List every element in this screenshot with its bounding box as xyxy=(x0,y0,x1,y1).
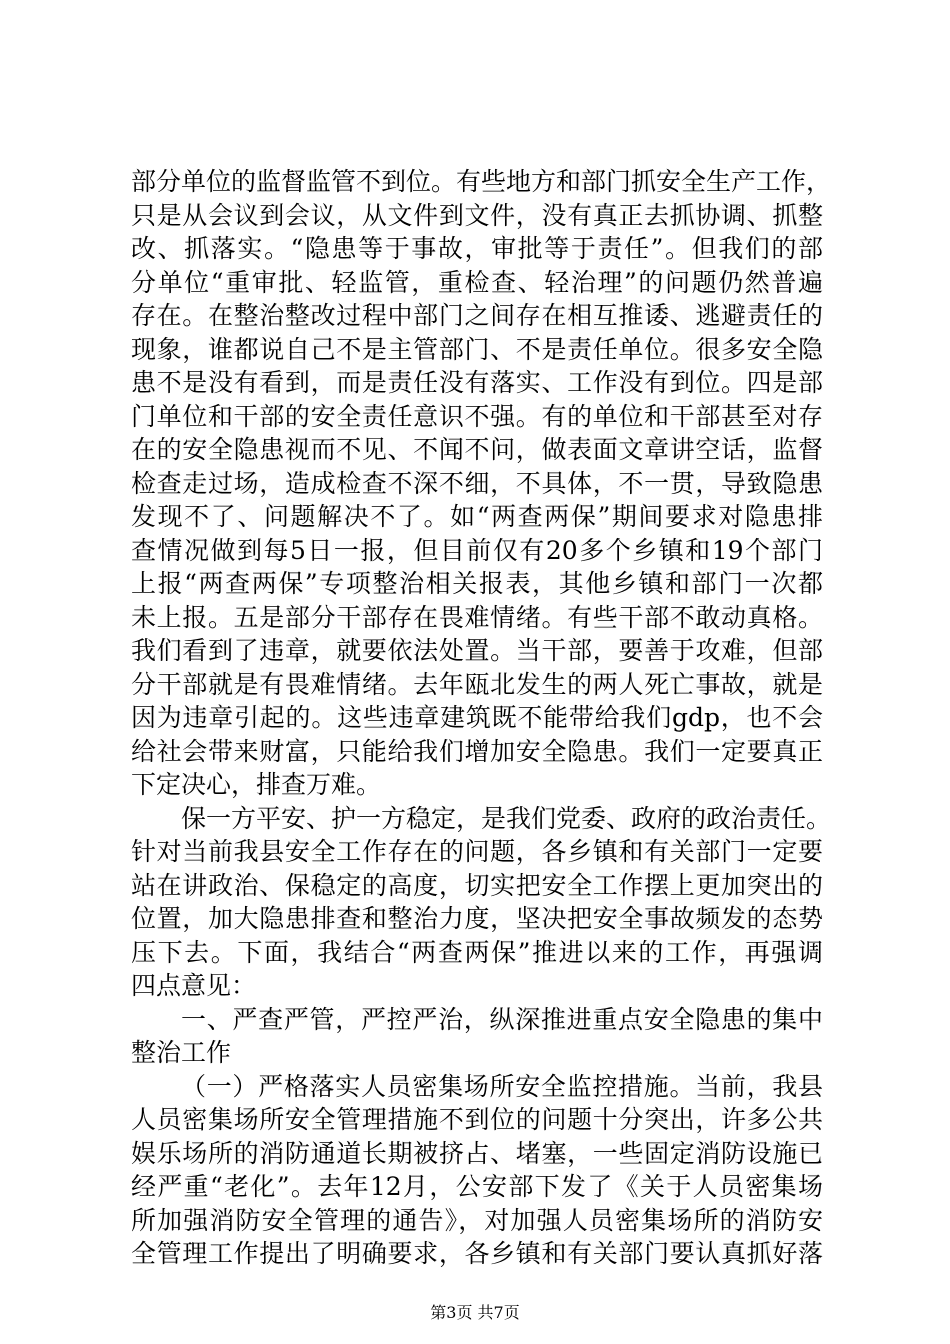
text-line: 因为违章引起的。这些违章建筑既不能带给我们gdp，也不会 xyxy=(131,703,823,732)
section-heading: 一、严查严管，严控严治，纵深推进重点安全隐患的集中 xyxy=(181,1004,823,1034)
text-line: 现象，谁都说自己不是主管部门、不是责任单位。很多安全隐 xyxy=(131,334,823,364)
body-text xyxy=(131,165,832,1271)
section-heading-continued: 整治工作 xyxy=(131,1038,232,1067)
text-line: 全管理工作提出了明确要求，各乡镇和有关部门要认真抓好落 xyxy=(131,1239,823,1268)
text-line: 存在。在整治整改过程中部门之间存在相互推诿、逃避责任的 xyxy=(131,301,823,330)
text-line: 我们看到了违章，就要依法处置。当干部，要善于攻难，但部 xyxy=(131,636,823,665)
paragraph-start-line: 保一方平安、护一方稳定，是我们党委、政府的政治责任。 xyxy=(181,803,832,833)
text-line: 发现不了、问题解决不了。如“两查两保”期间要求对隐患排 xyxy=(131,502,823,531)
text-line: 给社会带来财富，只能给我们增加安全隐患。我们一定要真正 xyxy=(131,736,823,766)
text-line: 改、抓落实。“隐患等于事故，审批等于责任”。但我们的部 xyxy=(131,234,823,263)
text-line: 所加强消防安全管理的通告》，对加强人员密集场所的消防安 xyxy=(131,1205,823,1235)
text-line: 在的安全隐患视而不见、不闻不问，做表面文章讲空话，监督 xyxy=(131,435,823,464)
subsection-start-line: （一）严格落实人员密集场所安全监控措施。当前，我县 xyxy=(181,1071,823,1101)
text-line: 娱乐场所的消防通道长期被挤占、堵塞，一些固定消防设施已 xyxy=(131,1138,823,1168)
text-line: 部分单位的监督监管不到位。有些地方和部门抓安全生产工作， xyxy=(131,167,832,196)
text-line: 人员密集场所安全管理措施不到位的问题十分突出，许多公共 xyxy=(131,1105,823,1134)
text-line: 分干部就是有畏难情绪。去年瓯北发生的两人死亡事故，就是 xyxy=(131,669,823,699)
text-line: 压下去。下面，我结合“两查两保”推进以来的工作，再强调 xyxy=(131,937,823,967)
text-line: 分单位“重审批、轻监管，重检查、轻治理”的问题仍然普遍 xyxy=(131,267,823,297)
text-line: 只是从会议到会议，从文件到文件，没有真正去抓协调、抓整 xyxy=(131,200,823,230)
page-number-footer: 第3页 共7页 xyxy=(430,1303,520,1322)
text-line: 患不是没有看到，而是责任没有落实、工作没有到位。四是部 xyxy=(131,368,823,397)
text-line: 下定决心，排查万难。 xyxy=(131,770,382,799)
text-line: 查情况做到每5日一报，但目前仅有20多个乡镇和19个部门 xyxy=(131,535,823,565)
text-line: 四点意见： xyxy=(131,971,257,1000)
text-line: 经严重“老化”。去年12月，公安部下发了《关于人员密集场 xyxy=(131,1172,823,1201)
text-line: 未上报。五是部分干部存在畏难情绪。有些干部不敢动真格。 xyxy=(131,602,823,632)
text-line: 门单位和干部的安全责任意识不强。有的单位和干部甚至对存 xyxy=(131,401,823,431)
text-line: 上报“两查两保”专项整治相关报表，其他乡镇和部门一次都 xyxy=(131,569,823,598)
text-line: 位置，加大隐患排查和整治力度，坚决把安全事故频发的态势 xyxy=(131,904,823,933)
text-line: 检查走过场，造成检查不深不细，不具体，不一贯，导致隐患 xyxy=(131,468,823,498)
text-line: 针对当前我县安全工作存在的问题，各乡镇和有关部门一定要 xyxy=(131,837,823,866)
text-line: 站在讲政治、保稳定的高度，切实把安全工作摆上更加突出的 xyxy=(131,870,823,900)
